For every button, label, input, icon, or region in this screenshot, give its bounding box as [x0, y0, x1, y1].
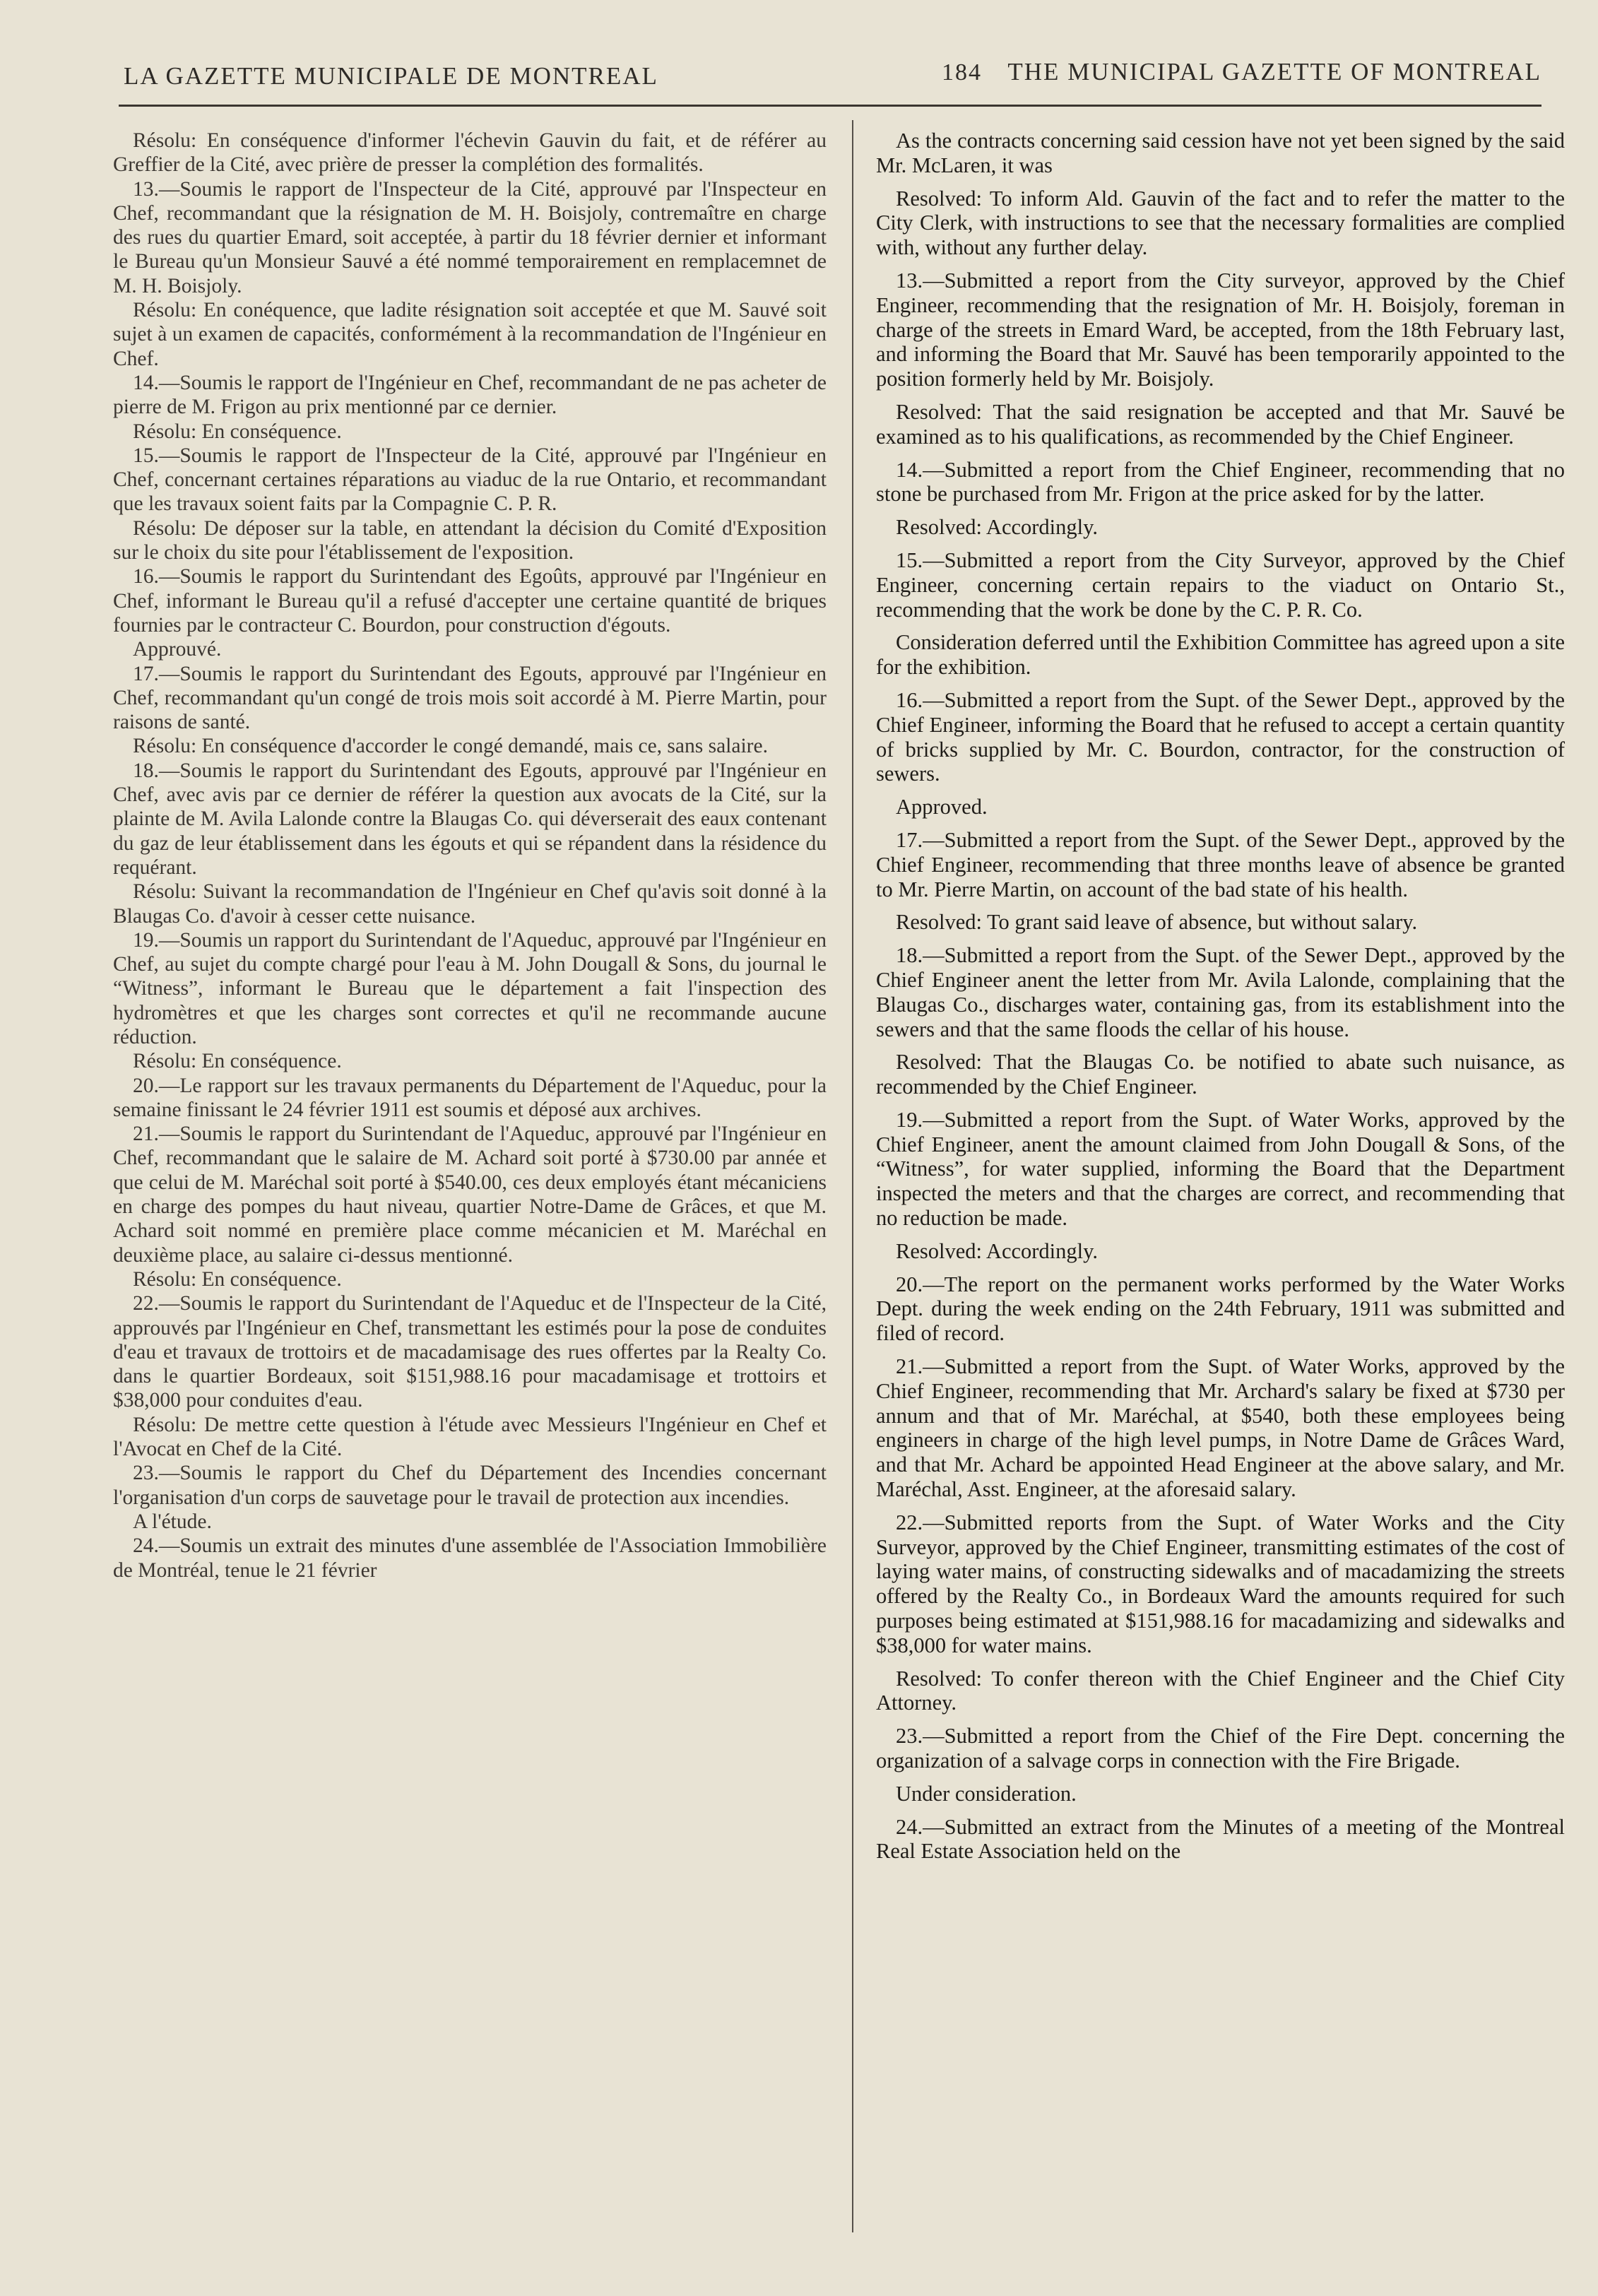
- paragraph: Résolu: De mettre cette question à l'étude avec Messieurs l'Ingénieur en Chef et l'Avocat en Chef de la Cité.: [113, 1413, 827, 1461]
- paragraph: 16.—Soumis le rapport du Surintendant des Egoûts, approuvé par l'Ingénieur en Chef, informant le Bureau qu'il a refusé d'accepter une certaine quantité de briques fournies par le contracteur C. Bourdon, pour construction d'égouts.: [113, 565, 827, 637]
- header-french-title: LA GAZETTE MUNICIPALE DE MONTREAL: [124, 62, 658, 90]
- paragraph: 22.—Submitted reports from the Supt. of Water Works and the City Surveyor, approved by the Chief Engineer, transmitting estimates of the cost of laying water mains, of constructing sidewalks and of macadamizing the streets offered by the Realty Co., in Bordeaux Ward the amounts required for such purposes being estimated at $151,988.16 for macadamizing and sidewalks and $38,000 for water mains.: [876, 1510, 1565, 1657]
- paragraph: Resolved: That the Blaugas Co. be notified to abate such nuisance, as recommended by the Chief Engineer.: [876, 1050, 1565, 1099]
- paragraph: Resolved: Accordingly.: [896, 515, 1099, 540]
- paragraph: A l'étude.: [133, 1510, 212, 1533]
- paragraph: 18.—Submitted a report from the Supt. of the Sewer Dept., approved by the Chief Engineer anent the letter from Mr. Avila Lalonde, complaining that the Blaugas Co., discharges water, containing gas, from its establishment into the sewers and that the same floods the cellar of his house.: [876, 943, 1565, 1041]
- paragraph: 14.—Submitted a report from the Chief Engineer, recommending that no stone be purchased from Mr. Frigon at the price asked for by the latter.: [876, 457, 1565, 507]
- paragraph: 17.—Submitted a report from the Supt. of the Sewer Dept., approved by the Chief Engineer, recommending that three months leave of absence be granted to Mr. Pierre Martin, on account of the bad state of his health.: [876, 827, 1565, 901]
- paragraph: 24.—Soumis un extrait des minutes d'une assemblée de l'Association Immobilière de Montréal, tenue le 21 février: [113, 1534, 827, 1582]
- paragraph: Résolu: En conéquence, que ladite résignation soit acceptée et que M. Sauvé soit sujet à un examen de capacités, conformément à la recommandation de l'Ingénieur en Chef.: [113, 299, 827, 370]
- paragraph: 18.—Soumis le rapport du Surintendant des Egouts, approuvé par l'Ingénieur en Chef, avec avis par ce dernier de référer la question aux avocats de la Cité, sur la plainte de M. Avila Lalonde contre la Blaugas Co. qui déverserait des eaux contenant du gaz de leur établissement dans les égouts et qui se répandent dans la résidence du requérant.: [113, 759, 827, 879]
- column-divider: [852, 120, 853, 2232]
- paragraph: Resolved: Accordingly.: [896, 1238, 1099, 1263]
- paragraph: 20.—Le rapport sur les travaux permanents du Département de l'Aqueduc, pour la semaine finissant le 24 février 1911 est soumis et déposé aux archives.: [113, 1074, 827, 1121]
- paragraph: 23.—Submitted a report from the Chief of the Fire Dept. concerning the organization of a salvage corps in connection with the Fire Brigade.: [876, 1724, 1565, 1773]
- paragraph: Resolved: To grant said leave of absence, but without salary.: [896, 910, 1418, 935]
- paragraph: Consideration deferred until the Exhibition Committee has agreed upon a site for the exhibition.: [876, 630, 1565, 680]
- page-header: [124, 55, 1541, 97]
- paragraph: Résolu: En conséquence.: [133, 420, 342, 443]
- paragraph: 20.—The report on the permanent works performed by the Water Works Dept. during the week ending on the 24th February, 1911 was submitted and filed of record.: [876, 1272, 1565, 1346]
- header-english-title: THE MUNICIPAL GAZETTE OF MONTREAL: [1007, 58, 1541, 85]
- paragraph: 21.—Soumis le rapport du Surintendant de l'Aqueduc, approuvé par l'Ingénieur en Chef, recommandant que le salaire de M. Achard soit porté à $730.00 par année et que celui de M. Maréchal soit porté à $540.00, ces deux employés étant mécaniciens en charge des pompes du haut niveau, quartier Notre-Dame de Grâces, et que M. Achard soit nommé en première place comme mécanicien et M. Maréchal en deuxième place, au salaire ci-dessus mentionné.: [113, 1123, 827, 1267]
- paragraph: 15.—Submitted a report from the City Surveyor, approved by the Chief Engineer, concerning certain repairs to the viaduct on Ontario St., recommending that the work be done by the C. P. R. Co.: [876, 548, 1565, 622]
- paragraph: As the contracts concerning said cession have not yet been signed by the said Mr. McLaren, it was: [876, 129, 1565, 177]
- paragraph: Approuvé.: [133, 638, 222, 661]
- paragraph: Under consideration.: [896, 1781, 1077, 1806]
- paragraph: 14.—Soumis le rapport de l'Ingénieur en Chef, recommandant de ne pas acheter de pierre de M. Frigon au prix mentionné par ce dernier.: [113, 371, 827, 419]
- paragraph: Résolu: De déposer sur la table, en attendant la décision du Comité d'Exposition sur le choix du site pour l'établissement de l'exposition.: [113, 516, 827, 564]
- paragraph: 19.—Soumis un rapport du Surintendant de l'Aqueduc, approuvé par l'Ingénieur en Chef, au sujet du compte chargé pour l'eau à M. John Dougall & Sons, du journal le “Witness”, informant le Bureau que le département a fait l'inspection des hydromètres et que les charges sont correctes et qu'il ne recommande aucune réduction.: [113, 928, 827, 1048]
- paragraph: Approved.: [896, 795, 988, 819]
- paragraph: Résolu: En conséquence d'informer l'échevin Gauvin du fait, et de référer au Greffier de la Cité, avec prière de presser la complétion des formalités.: [113, 129, 827, 177]
- paragraph: 13.—Submitted a report from the City surveyor, approved by the Chief Engineer, recommending that the resignation of Mr. H. Boisjoly, foreman in charge of the streets in Emard Ward, be accepted, from the 18th February last, and informing the Board that Mr. Sauvé has been temporarily appointed to the position formerly held by Mr. Boisjoly.: [876, 268, 1565, 391]
- header-rule: [119, 105, 1541, 107]
- paragraph: 19.—Submitted a report from the Supt. of Water Works, approved by the Chief Engineer, anent the amount claimed from John Dougall & Sons, of the “Witness”, for water supplied, informing the Board that the Department inspected the meters and that the charges are correct, and recommending that no reduction be made.: [876, 1107, 1565, 1231]
- paragraph: Résolu: Suivant la recommandation de l'Ingénieur en Chef qu'avis soit donné à la Blaugas Co. d'avoir à cesser cette nuisance.: [113, 880, 827, 928]
- paragraph: Resolved: That the said resignation be accepted and that Mr. Sauvé be examined as to his qualifications, as recommended by the Chief Engineer.: [876, 399, 1565, 449]
- paragraph: Résolu: En conséquence.: [133, 1267, 342, 1291]
- paragraph: 24.—Submitted an extract from the Minutes of a meeting of the Montreal Real Estate Association held on the: [876, 1814, 1565, 1864]
- paragraph: 15.—Soumis le rapport de l'Inspecteur de la Cité, approuvé par l'Ingénieur en Chef, concernant certaines réparations au viaduc de la rue Ontario, et recommandant que les travaux soient faits par la Compagnie C. P. R.: [113, 444, 827, 516]
- english-column: [876, 129, 1565, 1864]
- paragraph: Resolved: To inform Ald. Gauvin of the fact and to refer the matter to the City Clerk, with instructions to see that the necessary formalities are complied with, without any further delay.: [876, 186, 1565, 260]
- paragraph: 21.—Submitted a report from the Supt. of Water Works, approved by the Chief Engineer, recommending that Mr. Archard's salary be fixed at $730 per annum and that of Mr. Maréchal, at $540, both these employees being engineers in charge of the high level pumps, in Notre Dame de Grâces Ward, and that Mr. Achard be appointed Head Engineer at the above salary, and Mr. Maréchal, Asst. Engineer, at the aforesaid salary.: [876, 1354, 1565, 1502]
- paragraph: 22.—Soumis le rapport du Surintendant de l'Aqueduc et de l'Inspecteur de la Cité, approuvés par l'Ingénieur en Chef, transmettant les estimés pour la pose de conduites d'eau et travaux de trottoirs et de macadamisage des rues offertes par la Realty Co. dans le quartier Bordeaux, soit $151,988.16 pour macadamisage et trottoirs et $38,000 pour conduites d'eau.: [113, 1292, 827, 1412]
- french-column: [113, 129, 827, 1582]
- paragraph: 13.—Soumis le rapport de l'Inspecteur de la Cité, approuvé par l'Inspecteur en Chef, recommandant que la résignation de M. H. Boisjoly, contremaître en charge des rues du quartier Emard, soit acceptée, à partir du 18 février dernier et informant le Bureau qu'un Monsieur Sauvé a été nommé temporairement en remplacemnet de M. H. Boisjoly.: [113, 177, 827, 297]
- page-number: 184: [942, 59, 982, 85]
- paragraph: 16.—Submitted a report from the Supt. of the Sewer Dept., approved by the Chief Engineer, informing the Board that he refused to accept a certain quantity of bricks supplied by Mr. C. Bourdon, contractor, for the construction of sewers.: [876, 687, 1565, 786]
- paragraph: Resolved: To confer thereon with the Chief Engineer and the Chief City Attorney.: [876, 1666, 1565, 1715]
- paragraph: Résolu: En conséquence d'accorder le congé demandé, mais ce, sans salaire.: [133, 735, 768, 758]
- paragraph: Résolu: En conséquence.: [133, 1050, 342, 1073]
- paragraph: 23.—Soumis le rapport du Chef du Département des Incendies concernant l'organisation d'un corps de sauvetage pour le travail de protection aux incendies.: [113, 1462, 827, 1509]
- paragraph: 17.—Soumis le rapport du Surintendant des Egouts, approuvé par l'Ingénieur en Chef, recommandant qu'un congé de trois mois soit accordé à M. Pierre Martin, pour raisons de santé.: [113, 662, 827, 734]
